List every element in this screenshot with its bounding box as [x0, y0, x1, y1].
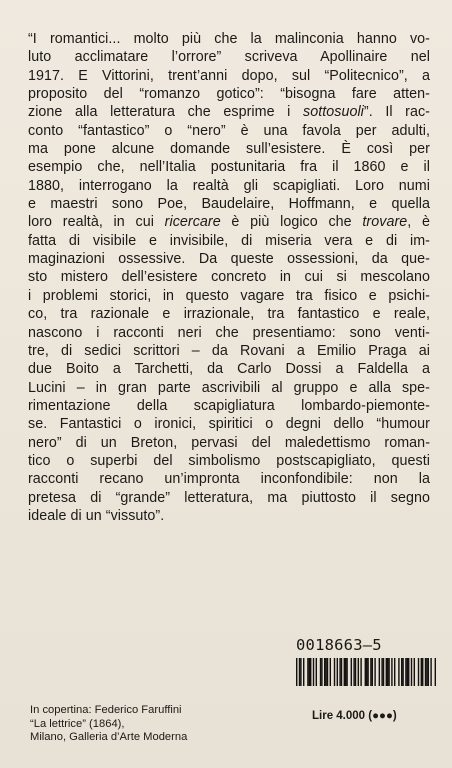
barcode-bar [430, 658, 431, 686]
barcode-bar [379, 658, 380, 686]
emphasized-word: trovare [362, 214, 408, 231]
blurb-line: pretesa di “grande” letteratura, ma piuttosto il segno [28, 489, 430, 506]
barcode-bar [372, 658, 373, 686]
barcode-bar [383, 658, 384, 686]
blurb-line: loro realtà, in cui ricercare è più logico che trovare, è [28, 214, 431, 231]
blurb-line: nascono i racconti neri che presentiamo: sono venti- [28, 324, 430, 341]
barcode-bar [411, 658, 412, 686]
barcode-bar [365, 658, 366, 686]
barcode-bar [388, 658, 389, 686]
barcode-bar [398, 658, 399, 686]
blurb-line: e maestri sono Poe, Baudelaire, Hoffmann, e quella [28, 196, 430, 213]
blurb-line: nero” di un Breton, pervasi del maledettismo roman- [28, 434, 430, 451]
blurb-line: se. Fantastici o ironici, spiritici o degni dello “humour [28, 416, 430, 433]
barcode-bar [303, 658, 304, 686]
barcode-bar [355, 658, 356, 686]
blurb-line: ma pone alcune domande sull’esistere. È così per [28, 141, 430, 158]
barcode-bar [300, 658, 301, 686]
blurb-line: 1917. E Vittorini, trent’anni dopo, sul “Politecnico”, a [28, 67, 430, 84]
blurb-line: i problemi storici, in questo vagare tra fisico e psichi- [28, 287, 430, 304]
barcode-bar [296, 658, 297, 686]
blurb-line: Lucini – in gran parte ascrivibili al gruppo e alla spe- [28, 379, 430, 396]
cover-credit [30, 704, 187, 745]
barcode-bar [387, 658, 388, 686]
blurb-line: sto mistero dell’esistere concreto in cui si mescolano [28, 269, 430, 286]
blurb-line: ideale di un “vissuto”. [28, 507, 165, 524]
barcode-bar [391, 658, 392, 686]
barcode-bar [367, 658, 368, 686]
barcode-bar [418, 658, 419, 686]
barcode-bar [414, 658, 415, 686]
cover-credit-line: “La lettrice” (1864), [30, 717, 125, 730]
barcode-bar [435, 658, 436, 686]
barcode [296, 658, 436, 686]
barcode-bar [407, 658, 408, 686]
emphasized-word: ricercare [164, 214, 221, 231]
barcode-bar [309, 658, 310, 686]
barcode-bar [421, 658, 422, 686]
barcode-bar [351, 658, 352, 686]
blurb-line: rimentazione della scapigliatura lombardo-piemonte- [28, 397, 430, 414]
barcode-bar [344, 658, 345, 686]
barcode-bar [425, 658, 426, 686]
blurb-line: proposito del “romanzo gotico”: “bisogna fare atten- [28, 86, 430, 103]
barcode-bar [327, 658, 328, 686]
barcode-bar [422, 658, 423, 686]
barcode-bar [358, 658, 359, 686]
blurb-line: “I romantici... molto più che la malinconia hanno vo- [28, 31, 430, 47]
barcode-bar [325, 658, 326, 686]
price-label: Lire 4.000 (●●●) [312, 710, 397, 722]
barcode-bar [401, 658, 402, 686]
barcode-bar [394, 658, 395, 686]
barcode-bar [366, 658, 367, 686]
blurb-line: conto “fantastico” o “nero” è una favola per adulti, [28, 122, 430, 139]
barcode-bar [346, 658, 347, 686]
barcode-bar [381, 658, 382, 686]
barcode-bar [370, 658, 371, 686]
blurb-line: fatta di visibile e invisibile, di miseria vera e di im- [28, 232, 430, 249]
barcode-bar [321, 658, 322, 686]
barcode-bar [345, 658, 346, 686]
barcode-bar [341, 658, 342, 686]
barcode-bar [324, 658, 325, 686]
barcode-bar [337, 658, 338, 686]
blurb-line: maginazioni ossessive. Da queste ossessioni, da que- [28, 251, 430, 268]
barcode-bar [299, 658, 300, 686]
blurb-line: co, tra razionale e irrazionale, tra fantastico e reale, [28, 306, 430, 323]
blurb-line: due Boito a Tarchetti, da Carlo Dossi a Faldella a [28, 361, 430, 378]
blurb-line: tre, di sedici scrittori – da Rovani a Emilio Praga ai [28, 342, 430, 359]
barcode-bar [402, 658, 403, 686]
barcode-bar [330, 658, 331, 686]
barcode-bar [428, 658, 429, 686]
barcode-bar [386, 658, 387, 686]
barcode-bar [353, 658, 354, 686]
cover-credit-line: In copertina: Federico Faruffini [30, 704, 182, 716]
cover-credit-line: Milano, Galleria d’Arte Moderna [30, 731, 188, 744]
barcode-bar [405, 658, 406, 686]
barcode-bar [374, 658, 375, 686]
isbn-code: 0018663–5 [296, 636, 382, 654]
blurb-text [28, 30, 430, 525]
barcode-bar [426, 658, 427, 686]
barcode-bar [307, 658, 308, 686]
barcode-bar [310, 658, 311, 686]
blurb-line: esempio che, nell’Italia postunitaria fra il 1860 e il [28, 159, 430, 176]
blurb-line: tico o superbi del simbolismo postscapigliato, questi [28, 452, 430, 469]
barcode-bar [320, 658, 321, 686]
barcode-bar [339, 658, 340, 686]
barcode-bar [360, 658, 361, 686]
emphasized-word: sottosuoli [303, 104, 364, 121]
blurb-line: 1880, interrogano la realtà gli scapigliati. Loro numi [28, 177, 430, 194]
blurb-line: luto acclimatare l’orrore” scriveva Apollinaire nel [28, 49, 430, 66]
barcode-bar [316, 658, 317, 686]
barcode-bar [313, 658, 314, 686]
barcode-bar [408, 658, 409, 686]
barcode-bar [334, 658, 335, 686]
blurb-line: racconti recano un’impronta inconfondibile: non la [28, 471, 430, 488]
blurb-line: zione alla letteratura che esprime i sottosuoli”. Il rac- [28, 104, 430, 121]
